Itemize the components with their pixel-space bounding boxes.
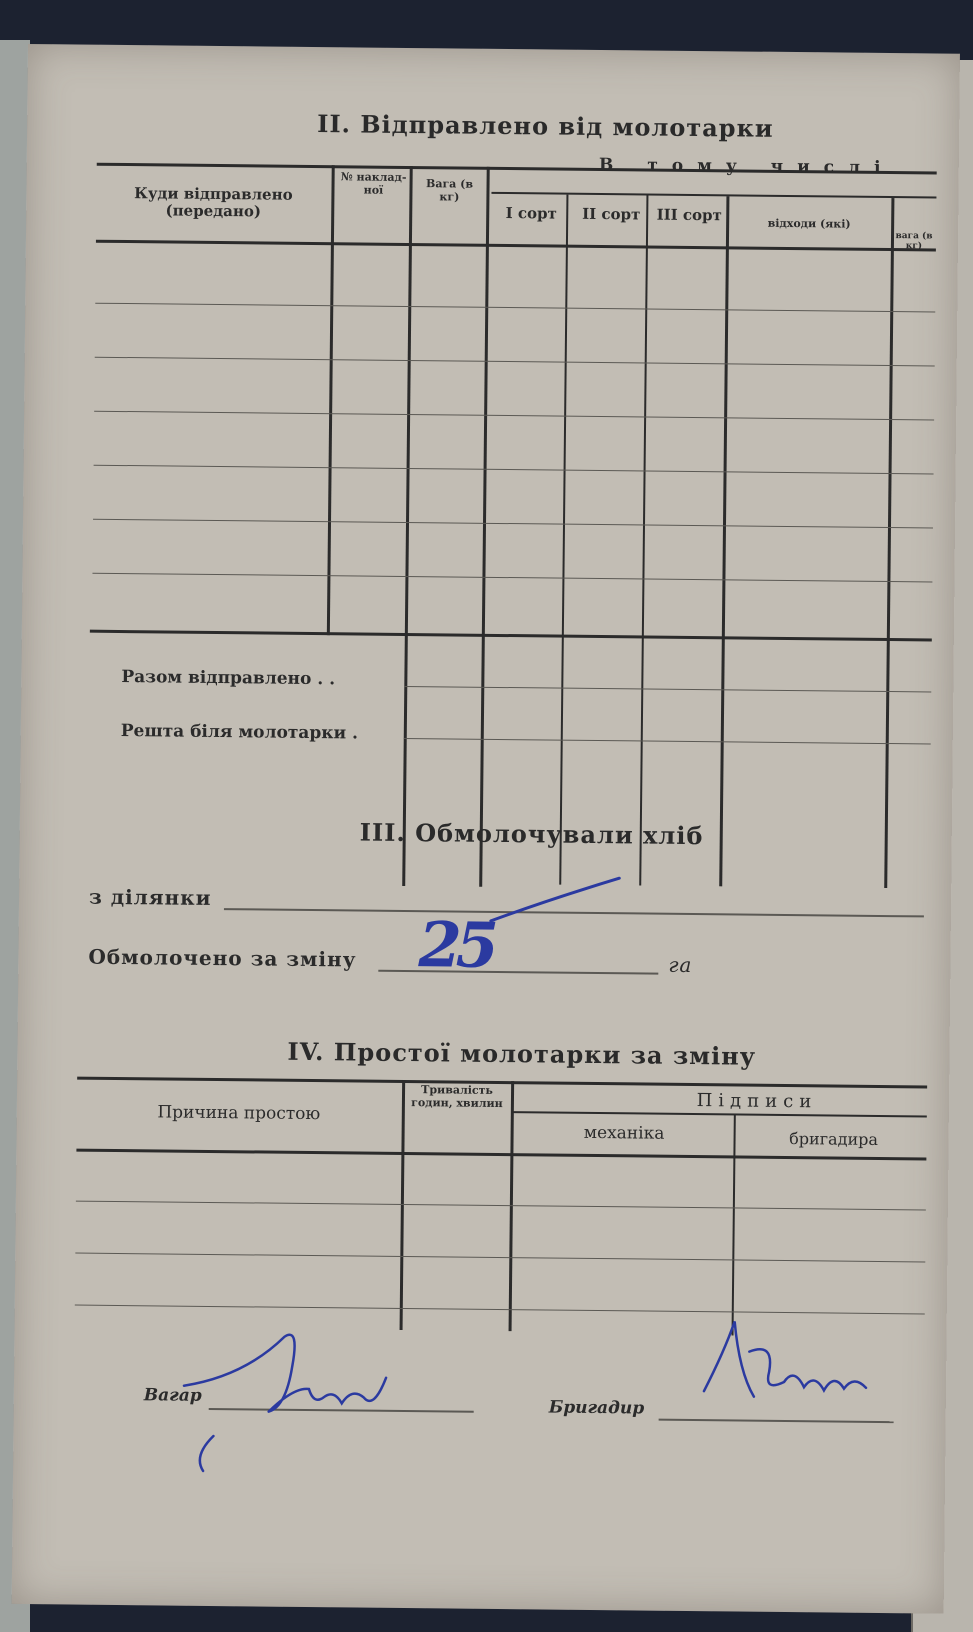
brigadier-signature-icon [694, 1311, 895, 1423]
total-sent-label: Разом відправлено . . [121, 667, 336, 690]
plot-label: з ділянки [88, 884, 212, 910]
table2-row-line [94, 411, 934, 421]
section4-title: IV. Простої молотарки за зміну [287, 1036, 757, 1071]
table4-row-line [76, 1201, 926, 1211]
group-header: В тому числі [598, 154, 895, 179]
table2-subgroup-rule [491, 192, 936, 199]
table2-header-bottom-rule [96, 240, 936, 252]
table2-row-line [93, 519, 933, 529]
col-waste-weight-header: вага (в кг) [895, 231, 933, 252]
col-mechanic-header: механіка [583, 1122, 665, 1144]
col-weight-header: Вага (в кг) [425, 177, 474, 204]
weigher-signature-icon [173, 1316, 395, 1478]
brigadier-label: Бригадир [548, 1397, 645, 1419]
table2-vline [639, 195, 648, 885]
col-brigadier-header: бригадира [789, 1129, 879, 1149]
table2-row-line [94, 465, 934, 475]
table2-vline [479, 167, 490, 887]
table2-row-line [95, 357, 935, 367]
col-duration-header: Тривалість годин, хвилин [411, 1083, 503, 1110]
table2-vline [884, 198, 894, 888]
signatures-group-header: Підписи [696, 1090, 818, 1113]
col-grade3-header: ІІІ сорт [656, 205, 722, 225]
col-waste-header: відходи (які) [767, 216, 851, 231]
threshed-label: Обмолочено за зміну [88, 944, 357, 972]
table4-header-bottom-rule [76, 1149, 926, 1161]
table4-row-line [75, 1253, 925, 1263]
remainder-label: Решта біля молотарки . [120, 721, 359, 744]
table2-vline [559, 195, 568, 885]
col-grade1-header: І сорт [505, 204, 557, 223]
threshed-unit: га [668, 952, 693, 978]
section2-title: II. Відправлено від молотарки [317, 109, 774, 143]
table2-vline [719, 196, 729, 886]
col-reason-header: Причина простою [157, 1102, 321, 1125]
table2-row-line [92, 573, 932, 583]
section3-title: ІІІ. Обмолочували хліб [359, 817, 704, 851]
pen-stroke-icon [489, 869, 630, 930]
table2-row-line [95, 303, 935, 313]
table2-vline [402, 166, 413, 886]
table4-vline [732, 1113, 736, 1335]
table2-body-bottom-rule [90, 630, 932, 642]
table2-vline [327, 165, 335, 635]
col-invoice-header: № наклад-ної [340, 170, 407, 197]
col-grade2-header: ІІ сорт [582, 204, 641, 224]
weigher-label: Вагар [143, 1385, 202, 1406]
document-page [12, 44, 960, 1614]
col-destination-header: Куди відправлено (передано) [134, 184, 293, 221]
threshed-value: 25 [418, 908, 494, 982]
